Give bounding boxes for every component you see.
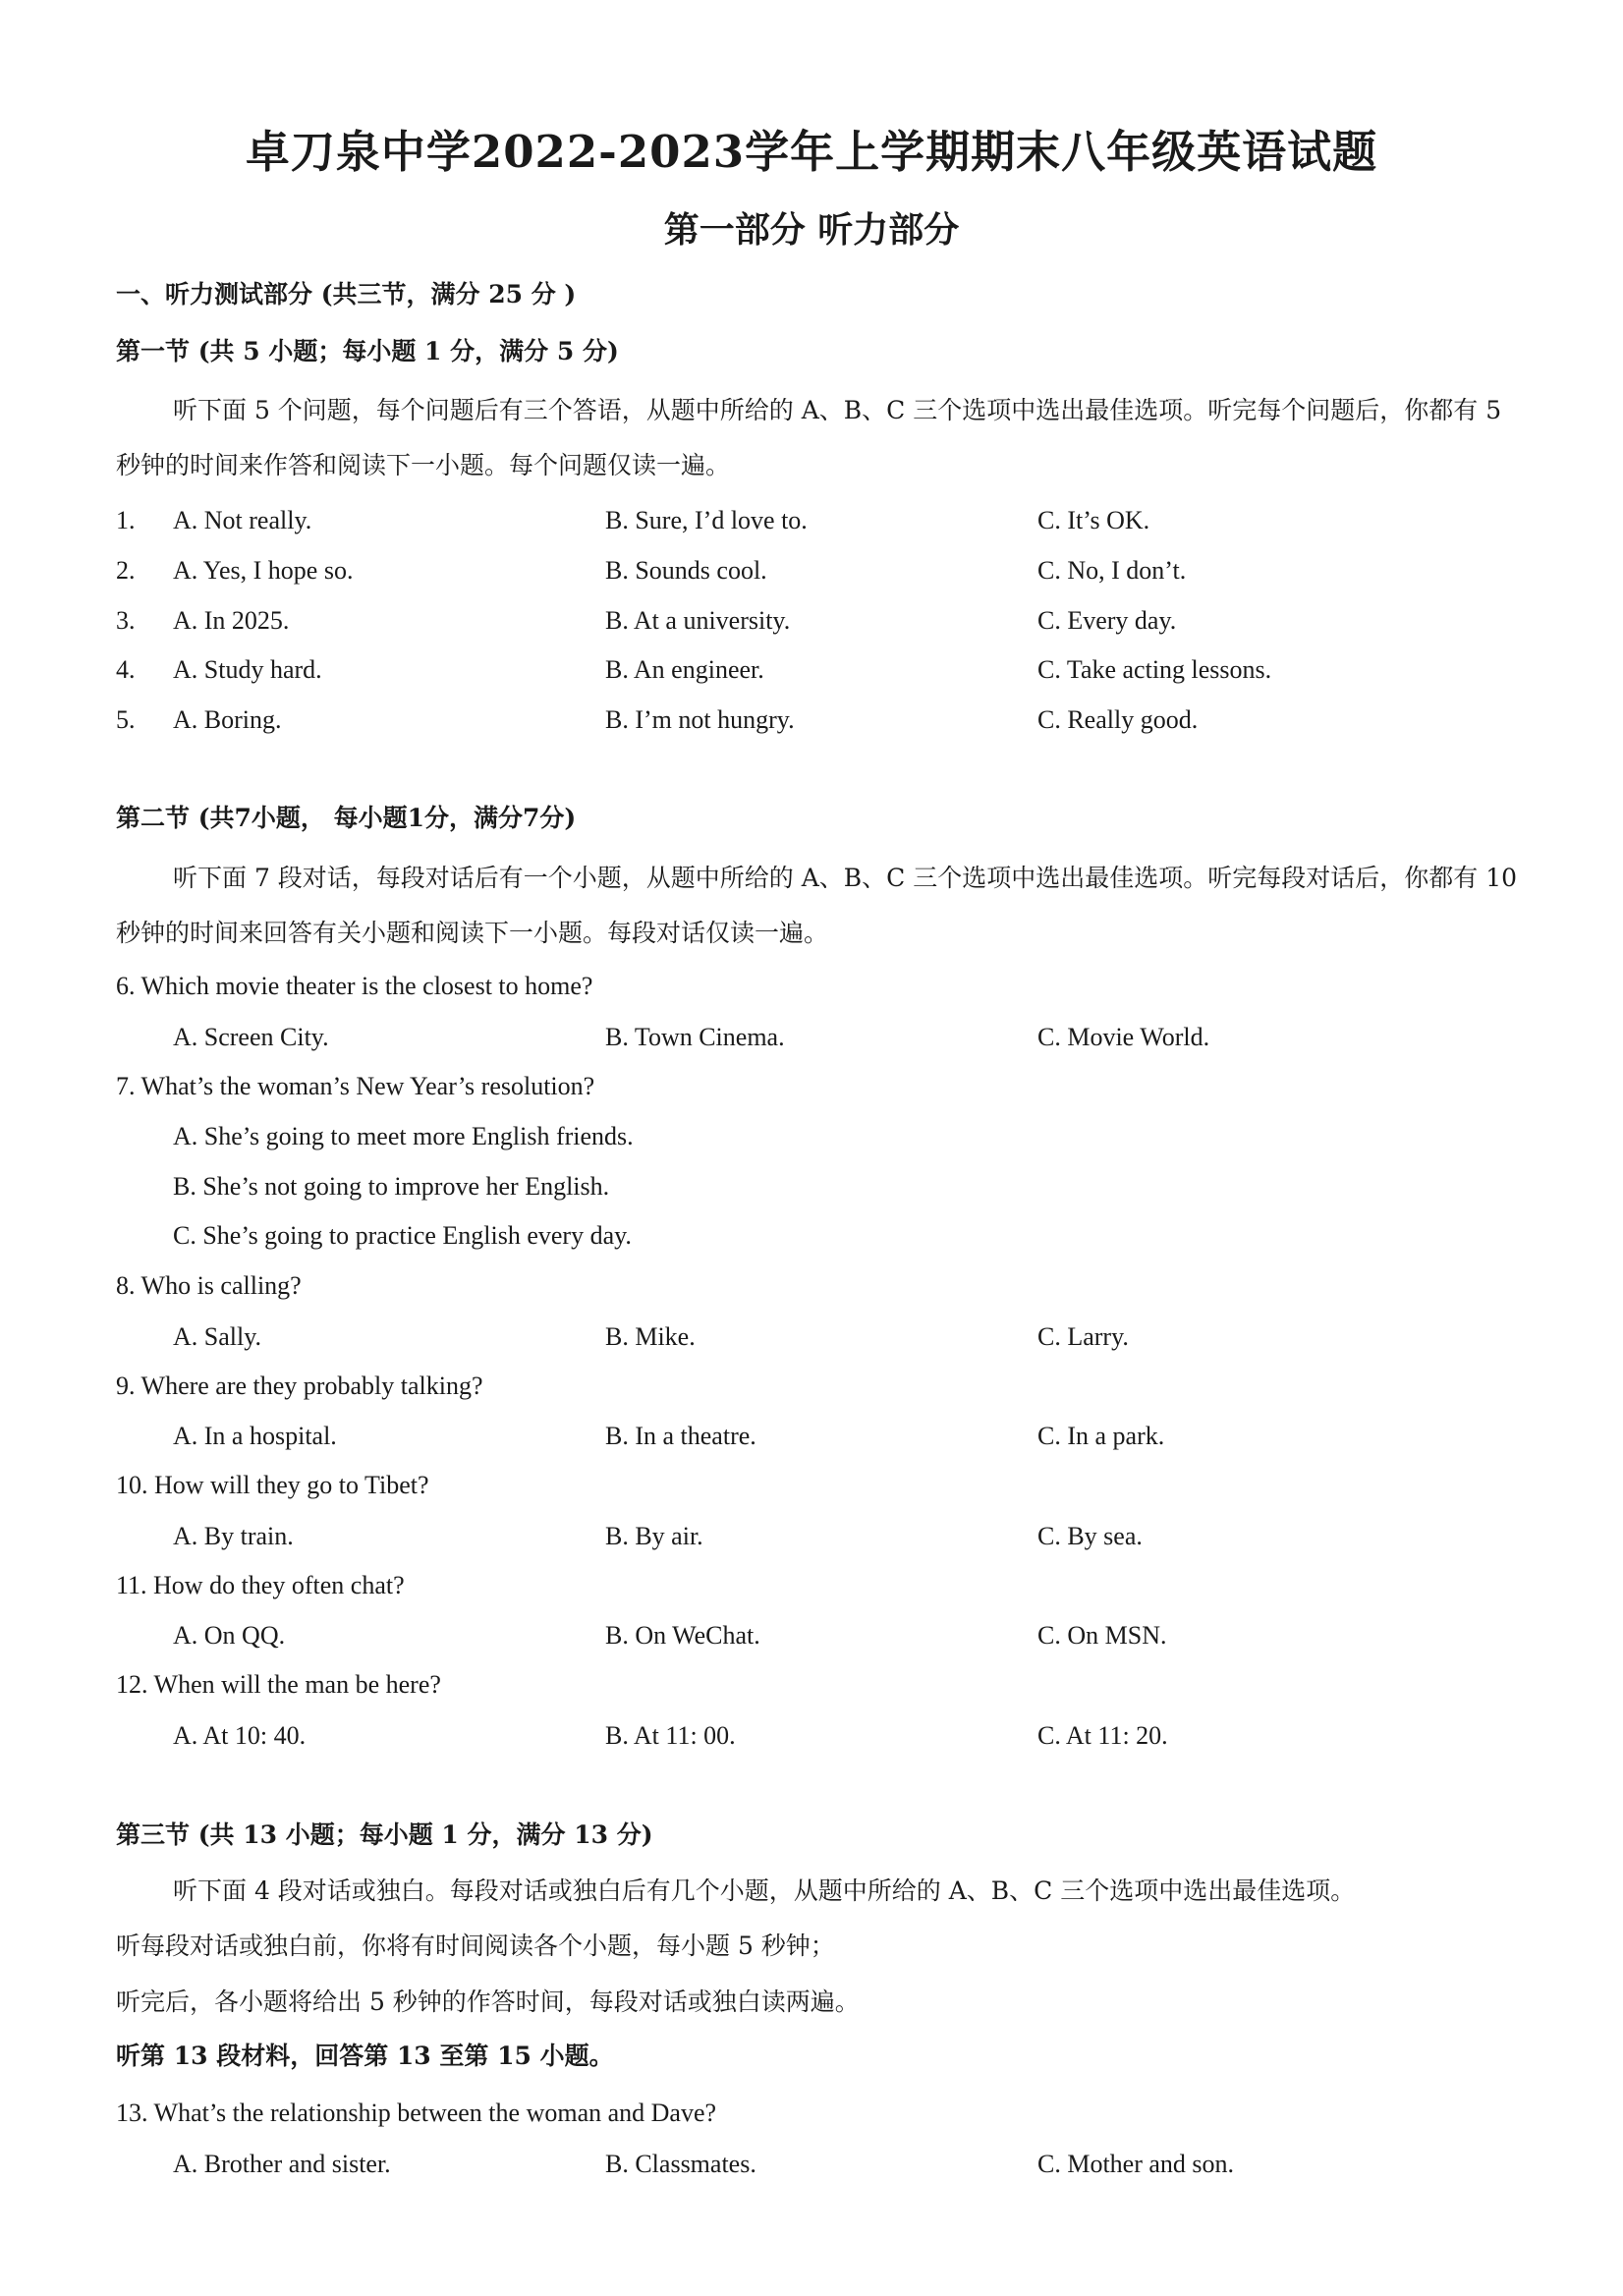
question-row xyxy=(0,652,1623,688)
question-row xyxy=(0,553,1623,588)
option-a: A. She’s going to meet more English friends. xyxy=(173,1122,634,1150)
question-row xyxy=(0,2147,1623,2182)
option-a: A. Boring. xyxy=(173,705,282,734)
option-a: A. Not really. xyxy=(173,506,312,534)
option-b: B. I’m not hungry. xyxy=(605,705,795,734)
question-stem: 10. How will they go to Tibet? xyxy=(116,1471,429,1499)
section3-instructions-3: 听完后，各小题将给出 5 秒钟的作答时间，每段对话或独白读两遍。 xyxy=(116,1988,860,2016)
option-c: C. Larry. xyxy=(1037,1322,1129,1351)
question-number: 2. xyxy=(116,556,136,585)
question-number: 1. xyxy=(116,506,136,534)
question-stem: 9. Where are they probably talking? xyxy=(116,1372,483,1400)
option-b: B. Mike. xyxy=(605,1322,696,1351)
option-c: C. Mother and son. xyxy=(1037,2150,1235,2178)
page-title: 卓刀泉中学2022-2023学年上学期期末八年级英语试题 xyxy=(245,126,1378,178)
option-a: A. Brother and sister. xyxy=(173,2150,391,2178)
option-a: A. At 10: 40. xyxy=(173,1721,307,1750)
question-row xyxy=(0,1519,1623,1554)
question-row xyxy=(0,1020,1623,1055)
question-number: 4. xyxy=(116,655,136,684)
section3-heading: 第三节 (共 13 小题；每小题 1 分，满分 13 分) xyxy=(116,1820,653,1849)
question-stem: 6. Which movie theater is the closest to home? xyxy=(116,972,593,1000)
option-c: C. On MSN. xyxy=(1037,1621,1167,1650)
option-b: B. Sure, I’d love to. xyxy=(605,506,808,534)
section2-heading: 第二节 (共7小题， 每小题1分，满分7分) xyxy=(116,804,577,832)
question-row xyxy=(0,1319,1623,1355)
option-b: B. In a theatre. xyxy=(605,1422,756,1450)
option-a: A. Screen City. xyxy=(173,1023,329,1051)
option-b: B. On WeChat. xyxy=(605,1621,760,1650)
option-b: B. An engineer. xyxy=(605,655,764,684)
option-b: B. At 11: 00. xyxy=(605,1721,736,1750)
question-row xyxy=(0,503,1623,538)
question-number: 3. xyxy=(116,606,136,635)
option-c: C. At 11: 20. xyxy=(1037,1721,1168,1750)
option-b: B. Sounds cool. xyxy=(605,556,767,585)
section2-instructions: 听下面 7 段对话，每段对话后有一个小题，从题中所给的 A、B、C 三个选项中选出最佳选项。听完每段对话后，你都有 10 秒钟的时间来回答有关小题和阅读下一小题。每段对话仅读一遍。 xyxy=(116,864,1518,947)
question-row xyxy=(0,702,1623,738)
option-a: A. Sally. xyxy=(173,1322,262,1351)
question-stem: 7. What’s the woman’s New Year’s resolution? xyxy=(116,1072,595,1100)
part1-heading: 一、听力测试部分 (共三节，满分 25 分 ) xyxy=(116,280,577,308)
page-subtitle: 第一部分 听力部分 xyxy=(663,209,960,251)
option-a: A. In 2025. xyxy=(173,606,290,635)
option-a: A. On QQ. xyxy=(173,1621,286,1650)
question-row xyxy=(0,1419,1623,1454)
option-a: A. Yes, I hope so. xyxy=(173,556,354,585)
section1-heading: 第一节 (共 5 小题；每小题 1 分，满分 5 分) xyxy=(116,337,619,365)
option-b: B. She’s not going to improve her English. xyxy=(173,1172,610,1201)
question-row xyxy=(0,1618,1623,1653)
option-b: B. Town Cinema. xyxy=(605,1023,785,1051)
option-c: C. It’s OK. xyxy=(1037,506,1150,534)
option-c: C. In a park. xyxy=(1037,1422,1165,1450)
option-c: C. Movie World. xyxy=(1037,1023,1210,1051)
question-row xyxy=(0,1718,1623,1754)
option-b: B. At a university. xyxy=(605,606,791,635)
question-stem: 8. Who is calling? xyxy=(116,1271,302,1300)
question-number: 5. xyxy=(116,705,136,734)
option-c: C. Really good. xyxy=(1037,705,1199,734)
question-row xyxy=(0,603,1623,639)
section1-instructions: 听下面 5 个问题，每个问题后有三个答语，从题中所给的 A、B、C 三个选项中选出最佳选项。听完每个问题后，你都有 5 秒钟的时间来作答和阅读下一小题。每个问题仅读一遍。 xyxy=(116,396,1502,479)
option-b: B. By air. xyxy=(605,1522,703,1550)
option-c: C. By sea. xyxy=(1037,1522,1143,1550)
option-a: A. In a hospital. xyxy=(173,1422,337,1450)
question-stem: 12. When will the man be here? xyxy=(116,1670,441,1699)
option-c: C. No, I don’t. xyxy=(1037,556,1187,585)
section3-instructions-1: 听下面 4 段对话或独白。每段对话或独白后有几个小题，从题中所给的 A、B、C 三个选项中选出最佳选项。 xyxy=(173,1876,1356,1905)
option-c: C. Take acting lessons. xyxy=(1037,655,1272,684)
option-a: A. By train. xyxy=(173,1522,294,1550)
option-c: C. She’s going to practice English every day. xyxy=(173,1221,632,1250)
question-stem: 13. What’s the relationship between the woman and Dave? xyxy=(116,2099,717,2127)
option-b: B. Classmates. xyxy=(605,2150,756,2178)
question-stem: 11. How do they often chat? xyxy=(116,1571,405,1599)
material-heading: 听第 13 段材料，回答第 13 至第 15 小题。 xyxy=(116,2042,614,2070)
section3-instructions-2: 听每段对话或独白前，你将有时间阅读各个小题，每小题 5 秒钟； xyxy=(116,1932,835,1960)
option-a: A. Study hard. xyxy=(173,655,322,684)
option-c: C. Every day. xyxy=(1037,606,1177,635)
